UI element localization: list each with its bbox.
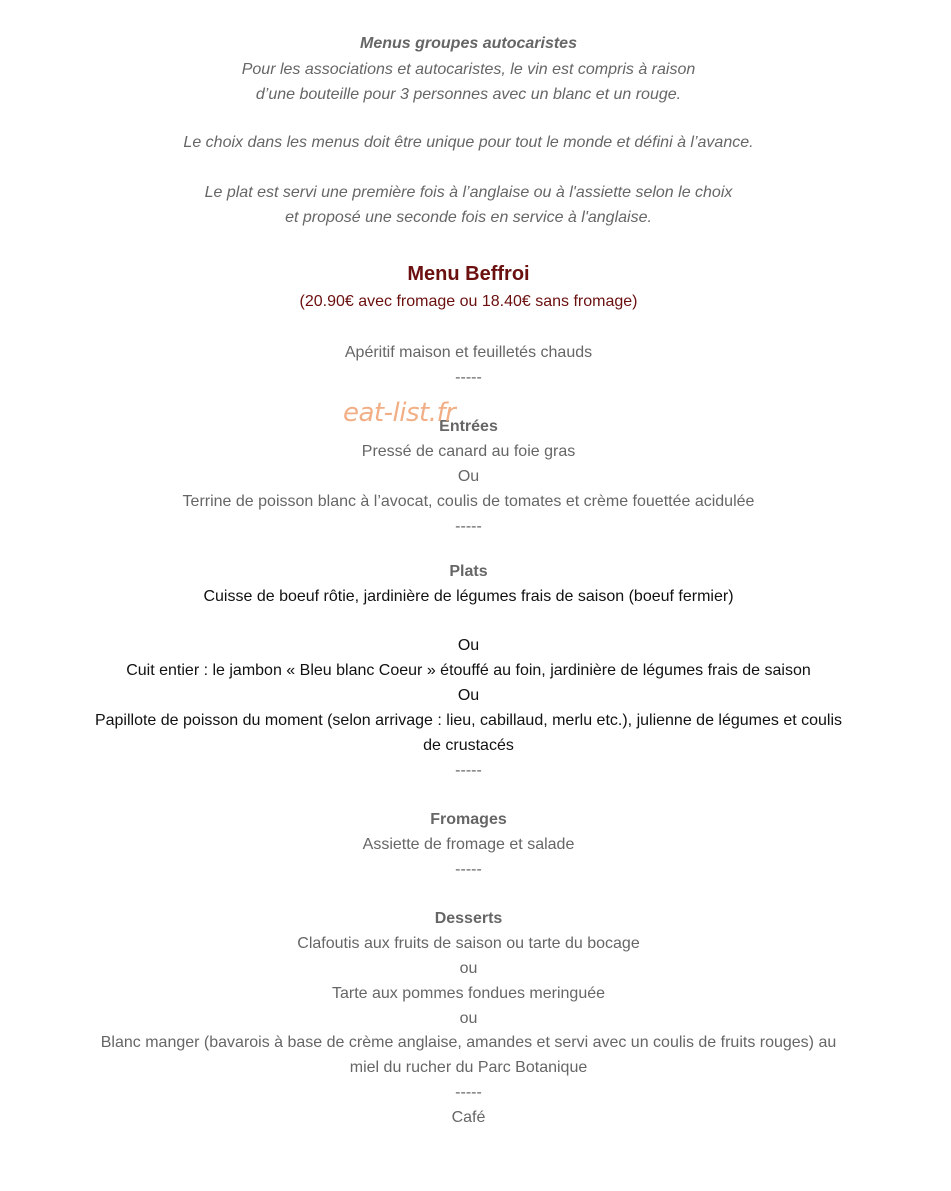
plat-item: Papillote de poisson du moment (selon arrivage : lieu, cabillaud, merlu etc.), julienne de légumes et coulis — [94, 712, 843, 729]
plat-item: Ou — [457, 687, 480, 704]
watermark-logo: eat-list.fr — [343, 398, 456, 428]
separator: ----- — [455, 369, 482, 386]
dessert-item: Blanc manger (bavarois à base de crème anglaise, amandes et servi avec un coulis de fruits rouges) au — [100, 1034, 837, 1051]
separator: ----- — [455, 518, 482, 535]
separator: ----- — [455, 1084, 482, 1101]
menu-title: Menu Beffroi — [407, 263, 530, 285]
plat-item: de crustacés — [423, 737, 514, 754]
plat-item: Cuit entier : le jambon « Bleu blanc Coeur » étouffé au foin, jardinière de légumes frais de saison — [126, 662, 811, 679]
fromages-heading: Fromages — [430, 811, 507, 828]
intro-line: d’une bouteille pour 3 personnes avec un blanc et un rouge. — [255, 86, 682, 103]
plat-item: Ou — [457, 637, 480, 654]
intro-heading: Menus groupes autocaristes — [360, 35, 577, 52]
fromage-item: Assiette de fromage et salade — [362, 836, 575, 853]
entrees-heading: Entrées — [439, 418, 498, 435]
menu-price: (20.90€ avec fromage ou 18.40€ sans fromage) — [299, 293, 638, 310]
separator: ----- — [455, 762, 482, 779]
cafe: Café — [451, 1109, 486, 1126]
aperitif: Apéritif maison et feuilletés chauds — [344, 344, 593, 361]
intro-line: Le choix dans les menus doit être unique pour tout le monde et défini à l’avance. — [183, 134, 754, 151]
plats-heading: Plats — [449, 563, 488, 580]
dessert-item: Tarte aux pommes fondues meringuée — [331, 985, 606, 1002]
intro-line: Le plat est servi une première fois à l’anglaise ou à l'assiette selon le choix — [204, 184, 733, 201]
entree-item: Terrine de poisson blanc à l’avocat, coulis de tomates et crème fouettée acidulée — [182, 493, 755, 510]
intro-line: et proposé une seconde fois en service à l'anglaise. — [285, 209, 652, 226]
dessert-item: miel du rucher du Parc Botanique — [349, 1059, 588, 1076]
entree-item: Pressé de canard au foie gras — [361, 443, 576, 460]
separator: ----- — [455, 861, 482, 878]
dessert-item: ou — [459, 960, 478, 977]
dessert-item: ou — [459, 1010, 478, 1027]
plat-item: Cuisse de boeuf rôtie, jardinière de légumes frais de saison (boeuf fermier) — [203, 588, 734, 605]
intro-line: Pour les associations et autocaristes, le vin est compris à raison — [241, 61, 696, 78]
dessert-item: Clafoutis aux fruits de saison ou tarte du bocage — [297, 935, 640, 952]
desserts-heading: Desserts — [434, 910, 503, 927]
entree-item: Ou — [457, 468, 480, 485]
